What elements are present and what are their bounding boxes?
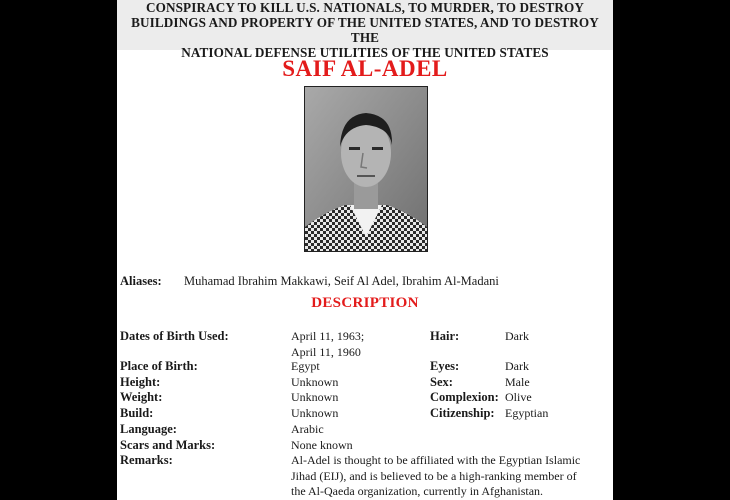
language-label: Language: xyxy=(120,422,177,436)
weight-value: Unknown xyxy=(291,390,339,404)
portrait-photo xyxy=(305,87,427,251)
subject-name: SAIF AL-ADEL xyxy=(282,56,448,81)
charge-line: NATIONAL DEFENSE UTILITIES OF THE UNITED STATES xyxy=(181,45,549,60)
dob-line: April 11, 1963; xyxy=(291,329,365,343)
place-of-birth-value: Egypt xyxy=(291,359,320,373)
hair-label: Hair: xyxy=(430,329,460,343)
hair-value: Dark xyxy=(505,329,529,343)
citizenship-value: Egyptian xyxy=(505,406,549,420)
wanted-poster xyxy=(117,0,613,500)
build-label: Build: xyxy=(120,406,154,420)
height-value: Unknown xyxy=(291,375,339,389)
eyes-value: Dark xyxy=(505,359,529,373)
complexion-label: Complexion: xyxy=(430,390,499,404)
complexion-value: Olive xyxy=(505,390,532,404)
charge-line: CONSPIRACY TO KILL U.S. NATIONALS, TO MURDER, TO DESTROY xyxy=(146,0,584,15)
remarks-line: Al-Adel is thought to be affiliated with the Egyptian Islamic xyxy=(291,453,581,467)
height-label: Height: xyxy=(120,375,161,389)
remarks-line: Jihad (EIJ), and is believed to be a high-ranking member of xyxy=(291,468,577,483)
dob-value xyxy=(291,329,364,360)
place-of-birth-label: Place of Birth: xyxy=(120,359,198,373)
language-value: Arabic xyxy=(291,422,324,436)
description-heading: DESCRIPTION xyxy=(311,295,419,311)
sex-label: Sex: xyxy=(430,375,453,389)
aliases-label: Aliases: xyxy=(120,274,162,288)
citizenship-label: Citizenship: xyxy=(430,406,495,420)
charge-text xyxy=(117,0,613,60)
eyes-label: Eyes: xyxy=(430,359,460,373)
weight-label: Weight: xyxy=(120,390,163,404)
subject-photo xyxy=(304,86,428,252)
remarks-line: the Al-Qaeda organization, currently in Afghanistan. xyxy=(291,484,544,498)
remarks-label: Remarks: xyxy=(120,453,173,467)
charge-line: BUILDINGS AND PROPERTY OF THE UNITED STATES, AND TO DESTROY THE xyxy=(131,15,599,45)
build-value: Unknown xyxy=(291,406,339,420)
scars-label: Scars and Marks: xyxy=(120,438,216,452)
dob-label: Dates of Birth Used: xyxy=(120,329,229,343)
dob-line: April 11, 1960 xyxy=(291,344,361,359)
scars-value: None known xyxy=(291,438,353,452)
sex-value: Male xyxy=(505,375,530,389)
remarks-value xyxy=(291,453,611,500)
aliases-value: Muhamad Ibrahim Makkawi, Seif Al Adel, Ibrahim Al-Madani xyxy=(184,274,499,288)
